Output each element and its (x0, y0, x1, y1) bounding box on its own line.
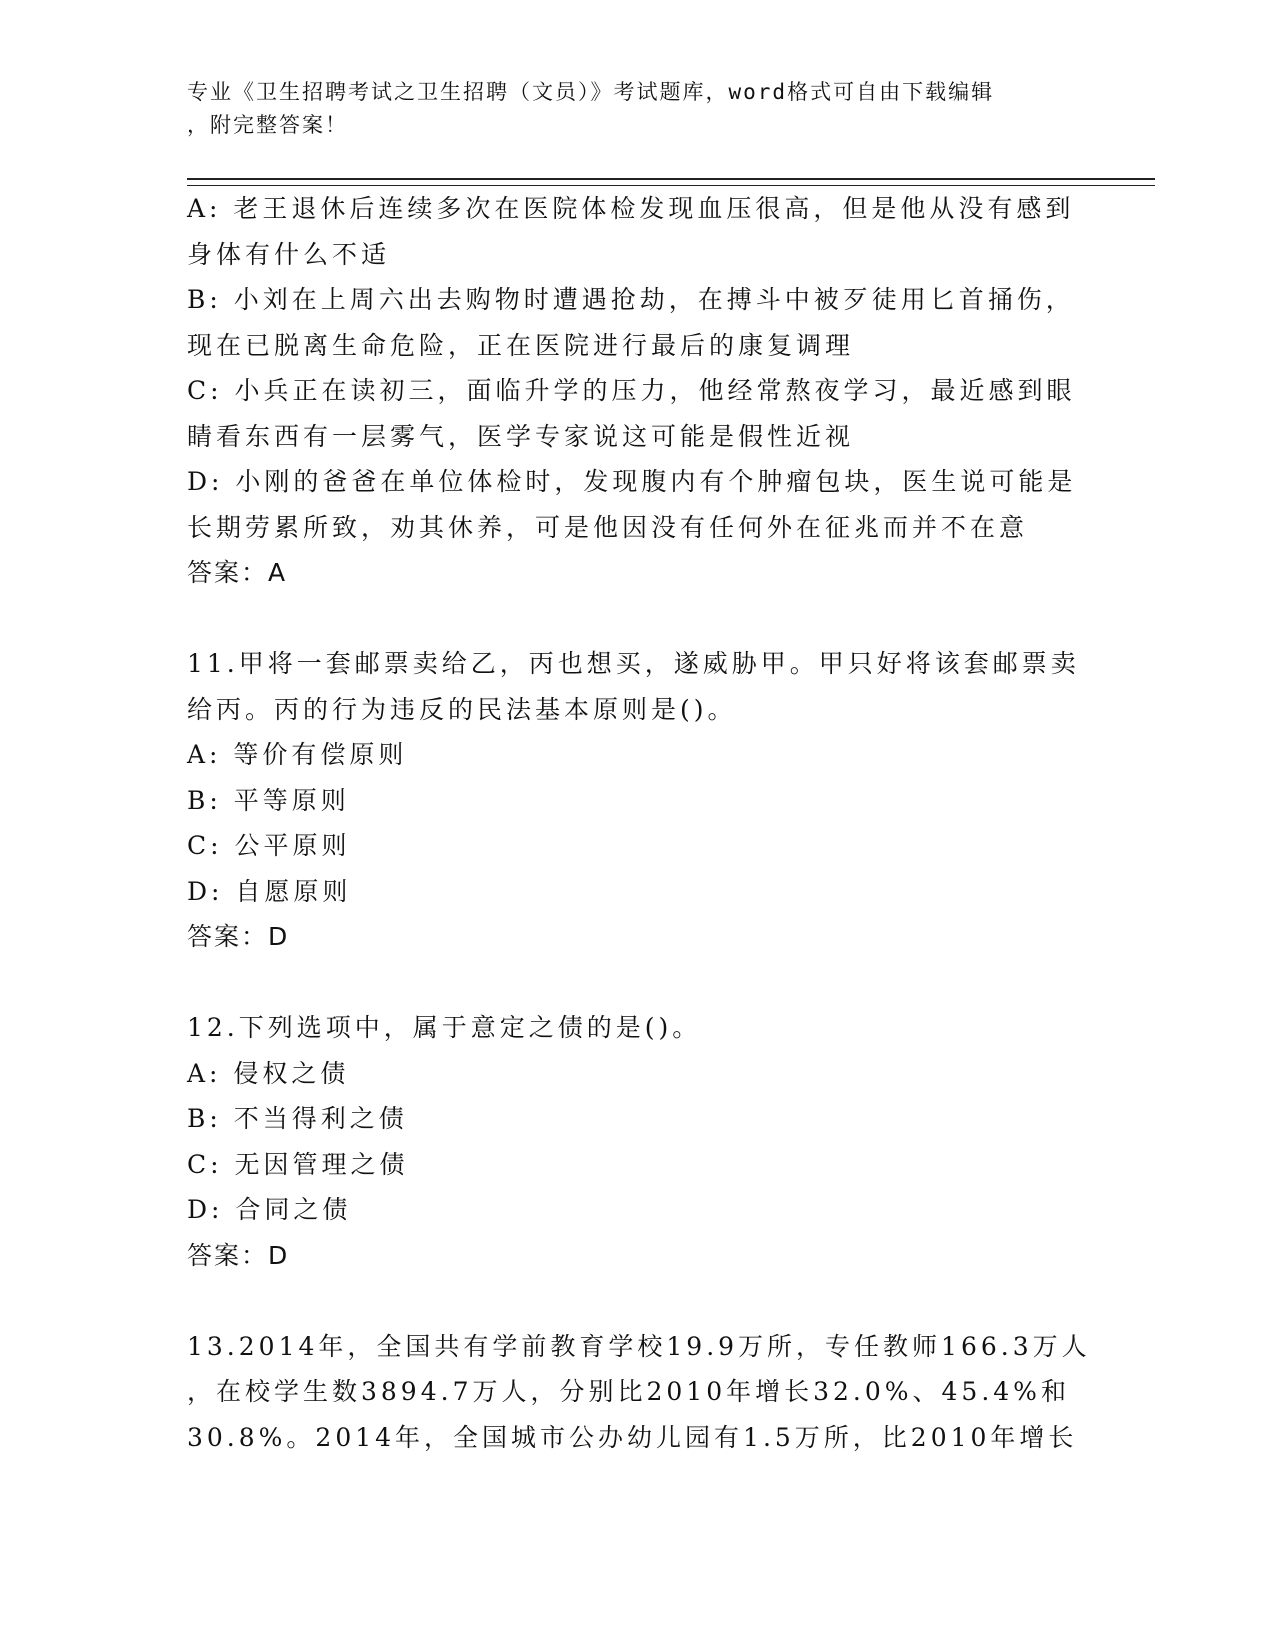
question-content (187, 186, 1091, 1460)
question-11-option-c: C: 公平原则 (187, 831, 351, 860)
question-12-option-c: C: 无因管理之债 (187, 1149, 409, 1179)
option-c-line-2: 睛看东西有一层雾气，医学专家说这可能是假性近视 (187, 421, 855, 451)
page-header (187, 76, 1087, 142)
question-13 (187, 1324, 1091, 1461)
option-b-line-1: B: 小刘在上周六出去购物时遭遇抢劫，在搏斗中被歹徒用匕首捅伤， (187, 285, 1075, 314)
question-11-stem-line-2: 给丙。丙的行为违反的民法基本原则是()。 (187, 694, 737, 724)
question-12 (187, 1005, 1077, 1278)
option-a-line-2: 身体有什么不适 (187, 239, 391, 269)
question-11 (187, 641, 1080, 960)
option-b-line-2: 现在已脱离生命危险，正在医院进行最后的康复调理 (187, 330, 855, 360)
option-d-line-2: 长期劳累所致，劝其休养，可是他因没有任何外在征兆而并不在意 (187, 512, 1029, 542)
spacer (187, 1278, 1077, 1324)
question-11-answer: 答案：D (187, 922, 290, 951)
question-11-option-a: A: 等价有偿原则 (187, 740, 408, 769)
option-d-line-1: D: 小刚的爸爸在单位体检时，发现腹内有个肿瘤包块，医生说可能是 (187, 467, 1077, 496)
question-11-stem-line-1: 11.甲将一套邮票卖给乙，丙也想买，遂威胁甲。甲只好将该套邮票卖 (187, 649, 1080, 678)
option-a-line-1: A: 老王退休后连续多次在医院体检发现血压很高，但是他从没有感到 (187, 194, 1075, 223)
spacer (187, 596, 1077, 642)
header-line-1: 专业《卫生招聘考试之卫生招聘（文员）》考试题库，word格式可自由下载编辑 (187, 80, 995, 104)
question-13-line-1: 13.2014年，全国共有学前教育学校19.9万所，专任教师166.3万人 (187, 1331, 1091, 1361)
question-prev-options (187, 186, 1077, 550)
question-12-option-b: B: 不当得利之债 (187, 1104, 408, 1133)
question-12-option-a: A: 侵权之债 (187, 1058, 350, 1088)
question-12-stem: 12.下列选项中，属于意定之债的是()。 (187, 1013, 702, 1042)
question-11-option-d: D: 自愿原则 (187, 876, 352, 906)
option-c-line-1: C: 小兵正在读初三，面临升学的压力，他经常熬夜学习，最近感到眼 (187, 376, 1076, 405)
question-13-line-2: ，在校学生数3894.7万人，分别比2010年增长32.0%、45.4%和 (187, 1377, 1070, 1406)
spacer (187, 960, 1077, 1006)
answer-prev: 答案：A (187, 558, 288, 587)
question-12-answer: 答案：D (187, 1240, 290, 1270)
header-line-2: ，附完整答案！ (187, 113, 348, 137)
question-12-option-d: D: 合同之债 (187, 1195, 352, 1224)
header-divider (187, 178, 1155, 186)
question-11-option-b: B: 平等原则 (187, 785, 350, 815)
question-13-line-3: 30.8%。2014年，全国城市公办幼儿园有1.5万所，比2010年增长 (187, 1422, 1078, 1452)
